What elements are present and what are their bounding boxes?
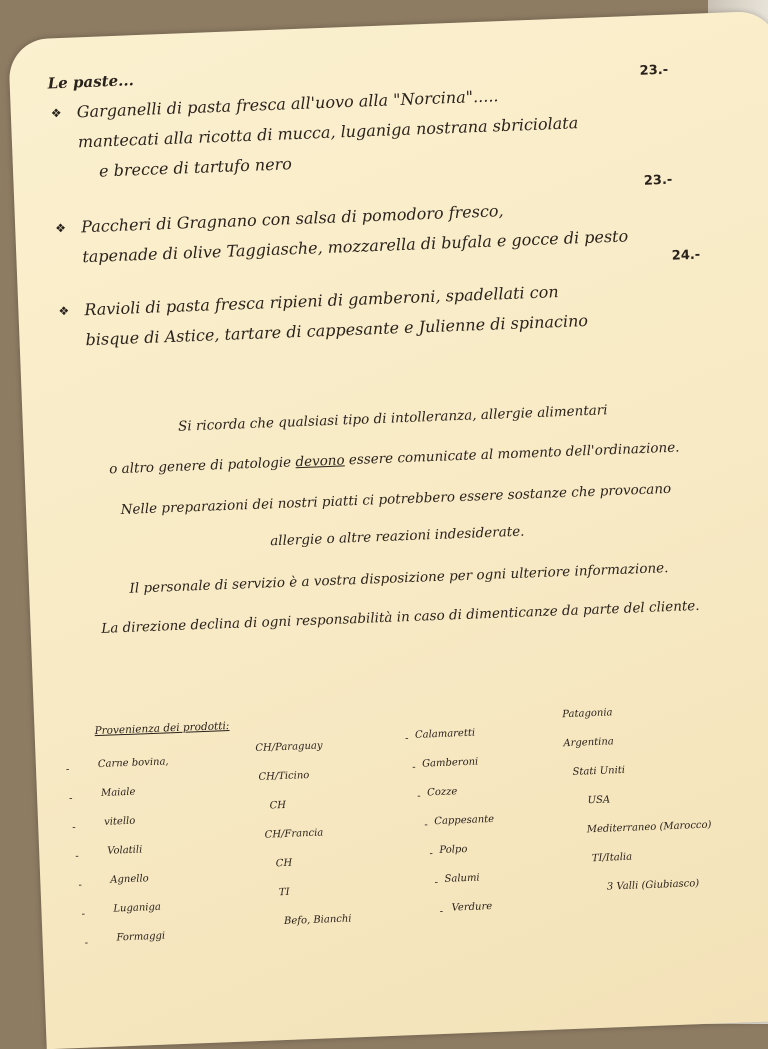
- dish-price: 23.-: [643, 172, 673, 189]
- product-name: Calamaretti: [414, 727, 476, 741]
- dish-item: [58, 272, 700, 357]
- dish-line: Ravioli di pasta fresca ripieni di gamberoni, spadellati con: [84, 282, 559, 320]
- product-origin: Stati Uniti: [572, 764, 626, 778]
- notice-text: o altro genere di patologie: [108, 454, 296, 478]
- section-title: Le paste...: [47, 71, 135, 93]
- dash: -: [81, 908, 86, 920]
- dish-line: tapenade di olive Taggiasche, mozzarella di bufala e gocce di pesto: [82, 226, 629, 267]
- dish-item: [55, 189, 697, 274]
- product-name: vitello: [103, 815, 136, 828]
- product-origin: Befo, Bianchi: [283, 913, 352, 928]
- dash: -: [412, 761, 416, 774]
- dash: -: [84, 937, 89, 949]
- product-origin: TI/Italia: [591, 851, 633, 865]
- product-origin: Argentina: [563, 736, 614, 750]
- product-origin: CH/Francia: [264, 827, 324, 841]
- dash: -: [75, 850, 79, 863]
- product-name: Gamberoni: [421, 756, 479, 770]
- diamond-bullet-icon: ❖: [58, 303, 70, 319]
- dish-line: bisque di Astice, tartare di cappesante e Julienne di spinacino: [85, 310, 589, 350]
- dish-price: 24.-: [671, 247, 701, 264]
- dash: -: [434, 877, 439, 889]
- product-name: Salumi: [444, 872, 480, 885]
- dish-line: Paccheri di Gragnano con salsa di pomodoro fresco,: [80, 201, 504, 237]
- product-origin: Mediterraneo (Marocco): [586, 819, 712, 836]
- product-origin: Patagonia: [562, 707, 613, 721]
- notice-line: Nelle preparazioni dei nostri piatti ci potrebbero essere sostanze che provocano: [120, 480, 672, 519]
- dash: -: [417, 790, 421, 802]
- dish-line: mantecati alla ricotta di mucca, luganiga nostrana sbriciolata: [77, 113, 579, 152]
- product-name: Cappesante: [434, 813, 495, 828]
- dash: -: [68, 793, 73, 805]
- product-origin: CH: [275, 857, 293, 870]
- dash: -: [65, 764, 70, 776]
- dish-line: Garganelli di pasta fresca all'uovo alla "Norcina".....: [76, 86, 499, 122]
- notice-line: [84, 439, 704, 479]
- dash: -: [429, 848, 434, 860]
- product-origin: 3 Valli (Giubiasco): [606, 878, 700, 893]
- dash: -: [439, 905, 444, 918]
- dash: -: [424, 819, 429, 831]
- product-origin: CH: [269, 799, 287, 812]
- notice-line: La direzione declina di ogni responsabilità in caso di dimenticanze da parte del cliente.: [101, 597, 700, 637]
- dash: -: [404, 733, 409, 745]
- product-name: Formaggi: [116, 930, 166, 944]
- diamond-bullet-icon: ❖: [54, 220, 67, 236]
- product-name: Cozze: [427, 786, 458, 799]
- product-name: Verdure: [451, 901, 493, 914]
- product-origin: CH/Paraguay: [255, 740, 323, 755]
- notice-line: Il personale di servizio è a vostra disposizione per ogni ulteriore informazione.: [129, 560, 669, 597]
- notice-underlined: devono: [295, 452, 345, 471]
- notice-line: Si ricorda che qualsiasi tipo di intolleranza, allergie alimentari: [177, 402, 608, 435]
- dish-line: e brecce di tartufo nero: [98, 154, 293, 181]
- product-origin: CH/Ticino: [258, 769, 310, 783]
- notice-text: essere comunicate al momento dell'ordinazione.: [344, 439, 680, 469]
- product-name: Polpo: [439, 843, 468, 857]
- dash: -: [72, 821, 76, 834]
- product-origin: TI: [278, 886, 290, 899]
- dash: -: [78, 879, 83, 891]
- product-origin: USA: [587, 794, 611, 807]
- notice-line: allergie o altre reazioni indesiderate.: [269, 523, 525, 550]
- dish-price: 23.-: [639, 62, 669, 79]
- dish-item: [50, 74, 693, 189]
- product-name: Maiale: [100, 786, 136, 799]
- product-name: Agnello: [110, 873, 149, 886]
- diamond-bullet-icon: ❖: [50, 106, 62, 121]
- provenance-header: Provenienza dei prodotti:: [94, 720, 230, 738]
- product-name: Carne bovina,: [97, 756, 169, 771]
- product-name: Volatili: [107, 844, 143, 857]
- product-name: Luganiga: [113, 901, 162, 915]
- menu-page: [8, 10, 768, 1049]
